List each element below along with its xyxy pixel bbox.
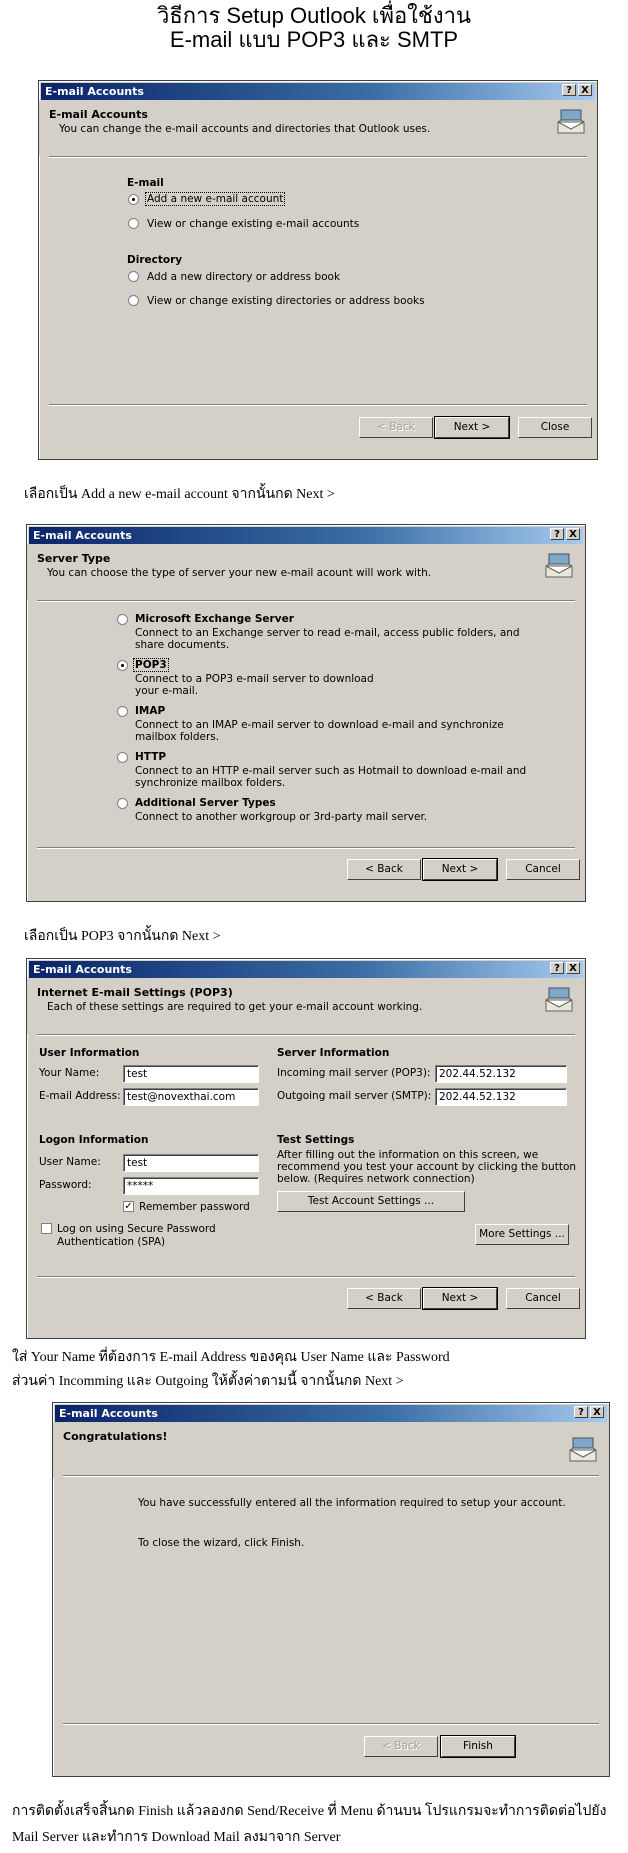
option-imap-desc: Connect to an IMAP e-mail server to download e-mail and synchronize <box>135 719 504 731</box>
option-exchange-name[interactable]: Microsoft Exchange Server <box>135 613 294 625</box>
option-additional-desc: Connect to another workgroup or 3rd-party mail server. <box>135 811 428 823</box>
help-button[interactable]: ? <box>562 84 576 96</box>
radio-view-email[interactable] <box>128 218 139 229</box>
option-imap-desc: mailbox folders. <box>135 731 220 743</box>
caption-step-4-line1: การติดตั้งเสร็จสิ้นกด Finish แล้วลองกด Send/Receive ที่ Menu ด้านบน โปรแกรมจะทำการติดต่อไปยัง <box>12 1804 607 1819</box>
header-subtitle: You can choose the type of server your new e-mail acount will work with. <box>47 567 432 579</box>
cancel-button[interactable]: Cancel <box>506 859 580 880</box>
success-message: You have successfully entered all the information required to setup your account. <box>138 1497 566 1509</box>
user-name-label: User Name: <box>39 1156 101 1168</box>
radio-add-directory[interactable] <box>128 271 139 282</box>
email-accounts-dialog-1 <box>38 80 598 460</box>
close-window-button[interactable]: X <box>590 1406 604 1418</box>
incoming-server-input[interactable]: 202.44.52.132 <box>435 1065 567 1083</box>
header-subtitle: Each of these settings are required to get your e-mail account working. <box>47 1001 423 1013</box>
spa-label: Authentication (SPA) <box>57 1236 166 1248</box>
option-pop3-desc: Connect to a POP3 e-mail server to download <box>135 673 374 685</box>
help-button[interactable]: ? <box>550 962 564 974</box>
header-title: Internet E-mail Settings (POP3) <box>37 986 233 999</box>
close-window-button[interactable]: X <box>578 84 592 96</box>
back-button[interactable]: < Back <box>347 1288 421 1309</box>
title-bar: E-mail Accounts <box>29 527 583 544</box>
spa-checkbox[interactable] <box>41 1223 52 1234</box>
page-title-line1: วิธีการ Setup Outlook เพื่อใช้งาน <box>157 3 471 28</box>
envelope-icon <box>543 986 575 1016</box>
password-label: Password: <box>39 1179 92 1191</box>
radio-additional[interactable] <box>117 798 128 809</box>
option-http-desc: synchronize mailbox folders. <box>135 777 286 789</box>
dialog-header <box>39 100 597 156</box>
back-button[interactable]: < Back <box>347 859 421 880</box>
test-settings-desc: recommend you test your account by clicking the button <box>277 1161 577 1173</box>
outgoing-server-label: Outgoing mail server (SMTP): <box>277 1090 432 1102</box>
remember-password-label[interactable]: Remember password <box>139 1201 250 1213</box>
test-account-settings-button[interactable]: Test Account Settings ... <box>277 1191 465 1212</box>
dialog-header <box>27 978 585 1034</box>
header-subtitle: You can change the e-mail accounts and directories that Outlook uses. <box>59 123 431 135</box>
email-accounts-dialog-2 <box>26 524 586 902</box>
header-title: Congratulations! <box>63 1430 168 1443</box>
radio-view-directory[interactable] <box>128 295 139 306</box>
close-window-button[interactable]: X <box>566 962 580 974</box>
title-bar: E-mail Accounts <box>29 961 583 978</box>
email-heading: E-mail <box>127 177 164 189</box>
email-accounts-dialog-3 <box>26 958 586 1339</box>
separator <box>37 1276 575 1278</box>
finish-button[interactable]: Finish <box>441 1736 515 1757</box>
your-name-label: Your Name: <box>39 1067 100 1079</box>
next-button[interactable]: Next > <box>423 1288 497 1309</box>
logon-info-heading: Logon Information <box>39 1134 149 1146</box>
back-button[interactable]: < Back <box>359 417 433 438</box>
dialog-header <box>53 1422 609 1478</box>
separator <box>37 600 575 602</box>
email-address-input[interactable]: test@novexthai.com <box>123 1088 259 1106</box>
cancel-button[interactable]: Cancel <box>506 1288 580 1309</box>
radio-add-email[interactable] <box>128 194 139 205</box>
separator <box>37 847 575 849</box>
user-name-input[interactable]: test <box>123 1154 259 1172</box>
email-address-label: E-mail Address: <box>39 1090 121 1102</box>
test-settings-desc: After filling out the information on this screen, we <box>277 1149 539 1161</box>
radio-http[interactable] <box>117 752 128 763</box>
back-button[interactable]: < Back <box>364 1736 438 1757</box>
label-add-email[interactable]: Add a new e-mail account <box>147 193 284 205</box>
close-wizard-message: To close the wizard, click Finish. <box>138 1537 305 1549</box>
separator <box>37 1034 575 1036</box>
envelope-icon <box>555 108 587 138</box>
option-pop3-desc: your e-mail. <box>135 685 199 697</box>
caption-step-1: เลือกเป็น Add a new e-mail account จากนั้นกด Next > <box>24 487 335 502</box>
close-button[interactable]: Close <box>518 417 592 438</box>
help-button[interactable]: ? <box>574 1406 588 1418</box>
caption-step-2: เลือกเป็น POP3 จากนั้นกด Next > <box>24 929 221 944</box>
title-bar: E-mail Accounts <box>41 83 595 100</box>
header-title: E-mail Accounts <box>49 108 148 121</box>
user-info-heading: User Information <box>39 1047 140 1059</box>
label-add-directory[interactable]: Add a new directory or address book <box>147 271 341 283</box>
page-title-line2: E-mail แบบ POP3 และ SMTP <box>169 27 459 52</box>
separator <box>49 156 587 158</box>
server-info-heading: Server Information <box>277 1047 390 1059</box>
password-input[interactable]: ***** <box>123 1177 259 1195</box>
envelope-icon <box>567 1436 599 1466</box>
caption-step-3-line2: ส่วนค่า Incomming และ Outgoing ให้ตั้งค่าตามนี้ จากนั้นกด Next > <box>12 1374 404 1389</box>
option-additional-name[interactable]: Additional Server Types <box>135 797 276 809</box>
option-imap-name[interactable]: IMAP <box>135 705 166 717</box>
separator <box>63 1723 599 1725</box>
test-settings-desc: below. (Requires network connection) <box>277 1173 475 1185</box>
caption-step-4-line2: Mail Server และทำการ Download Mail ลงมาจาก Server <box>12 1830 341 1845</box>
option-http-desc: Connect to an HTTP e-mail server such as Hotmail to download e-mail and <box>135 765 527 777</box>
incoming-server-label: Incoming mail server (POP3): <box>277 1067 431 1079</box>
radio-imap[interactable] <box>117 706 128 717</box>
separator <box>49 404 587 406</box>
radio-exchange[interactable] <box>117 614 128 625</box>
test-settings-heading: Test Settings <box>277 1134 355 1146</box>
option-http-name[interactable]: HTTP <box>135 751 167 763</box>
your-name-input[interactable]: test <box>123 1065 259 1083</box>
envelope-icon <box>543 552 575 582</box>
more-settings-button[interactable]: More Settings ... <box>475 1224 569 1245</box>
radio-pop3[interactable] <box>117 660 128 671</box>
separator <box>63 1475 599 1477</box>
next-button[interactable]: Next > <box>435 417 509 438</box>
option-exchange-desc: Connect to an Exchange server to read e-mail, access public folders, and <box>135 627 520 639</box>
help-button[interactable]: ? <box>550 528 564 540</box>
outgoing-server-input[interactable]: 202.44.52.132 <box>435 1088 567 1106</box>
email-accounts-dialog-4 <box>52 1402 610 1777</box>
label-view-email[interactable]: View or change existing e-mail accounts <box>147 218 360 230</box>
next-button[interactable]: Next > <box>423 859 497 880</box>
option-pop3-name[interactable]: POP3 <box>135 659 167 671</box>
directory-heading: Directory <box>127 254 183 266</box>
option-exchange-desc: share documents. <box>135 639 230 651</box>
close-window-button[interactable]: X <box>566 528 580 540</box>
spa-label[interactable]: Log on using Secure Password <box>57 1223 216 1235</box>
remember-password-checkbox[interactable]: ✓ <box>124 1201 133 1212</box>
label-view-directory[interactable]: View or change existing directories or address books <box>147 295 425 307</box>
caption-step-3-line1: ใส่ Your Name ที่ต้องการ E-mail Address ของคุณ User Name และ Password <box>12 1350 450 1365</box>
dialog-header <box>27 544 585 600</box>
header-title: Server Type <box>37 552 111 565</box>
title-bar: E-mail Accounts <box>55 1405 607 1422</box>
